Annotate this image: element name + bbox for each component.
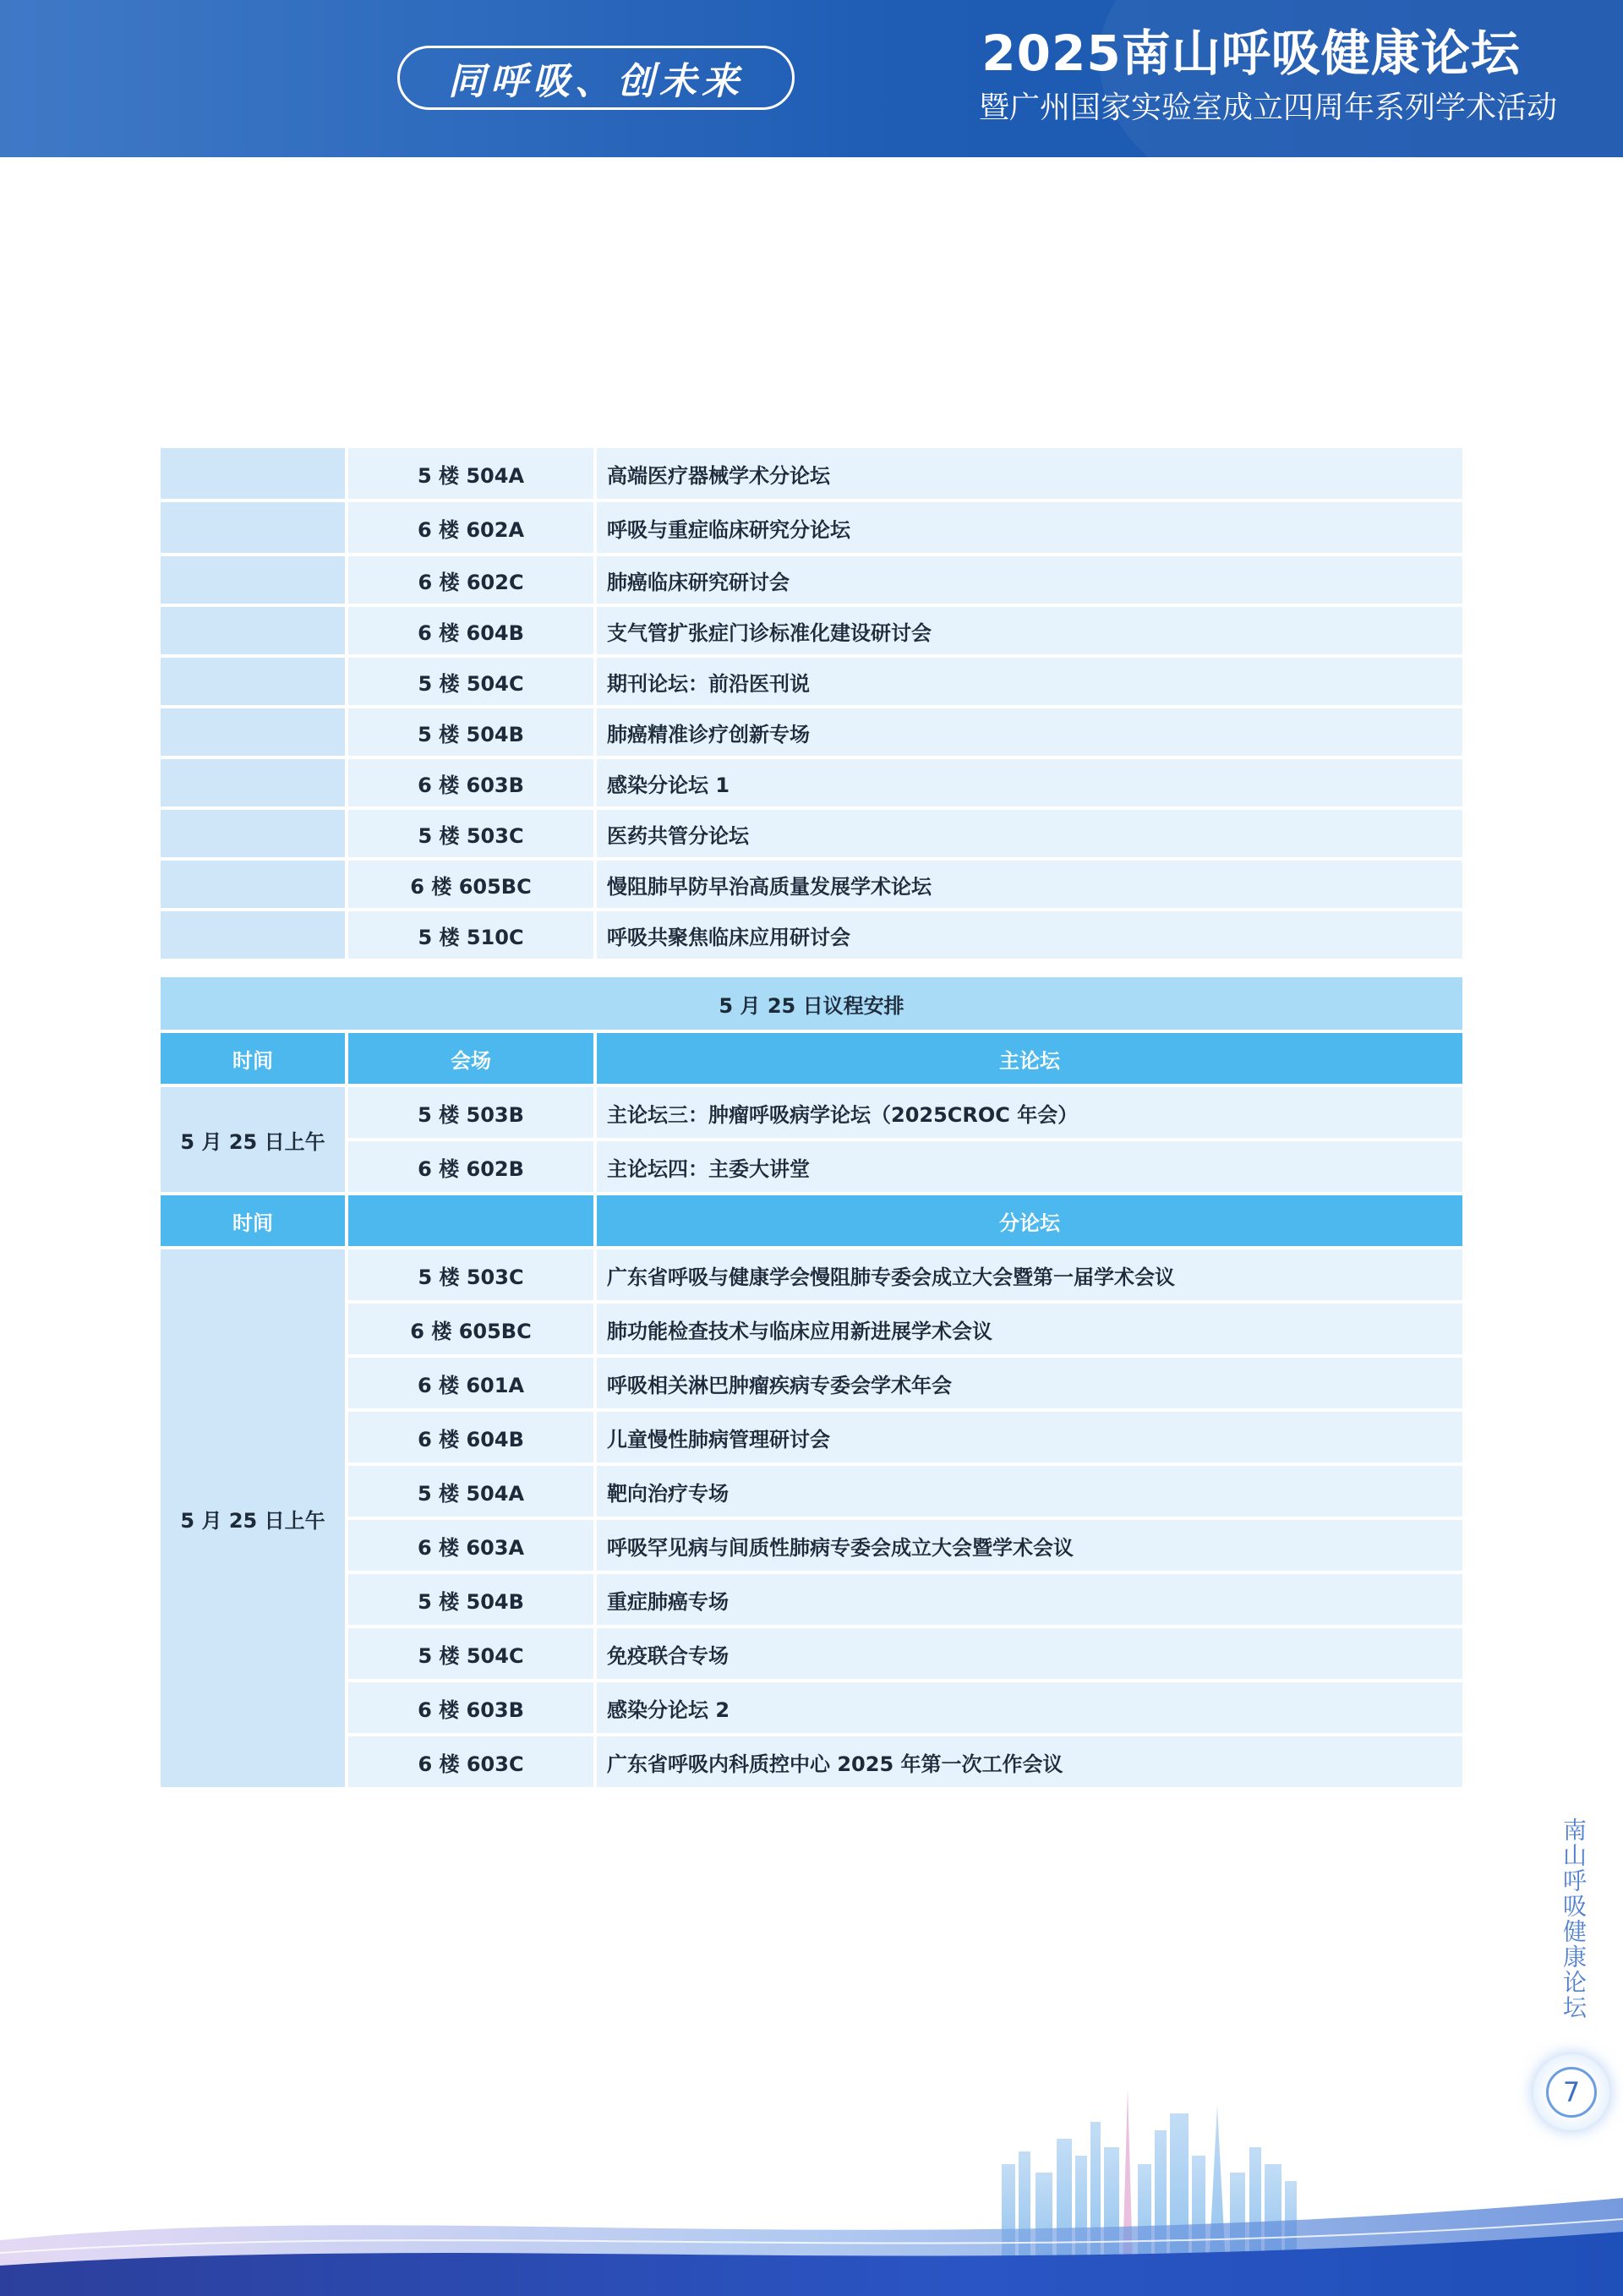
topic-cell: 期刊论坛：前沿医刊说 [597, 658, 1462, 705]
time-cell [161, 759, 345, 806]
table-row [161, 556, 1462, 604]
topic-cell: 医药共管分论坛 [597, 810, 1462, 857]
page-number: 7 [1546, 2067, 1597, 2118]
table-row [161, 1358, 1462, 1408]
time-cell [161, 556, 345, 604]
footer-skyline-decoration [0, 2071, 1623, 2296]
topic-cell: 呼吸相关淋巴肿瘤疾病专委会学术年会 [597, 1358, 1462, 1408]
table-row [161, 1466, 1462, 1517]
table-row [161, 658, 1462, 705]
topic-cell: 肺功能检查技术与临床应用新进展学术会议 [597, 1304, 1462, 1354]
table-row [161, 1682, 1462, 1733]
venue-cell: 6 楼 602B [348, 1141, 593, 1192]
forum-title: 2025南山呼吸健康论坛 [981, 25, 1521, 82]
schedule-table-continued-body [161, 448, 1462, 959]
table-row [161, 1628, 1462, 1679]
table-row [161, 1141, 1462, 1192]
table-row [161, 1520, 1462, 1571]
table-row [161, 861, 1462, 908]
sub-header-section: 分论坛 [597, 1195, 1462, 1246]
venue-cell: 5 楼 504A [348, 448, 593, 499]
venue-cell: 6 楼 604B [348, 607, 593, 654]
topic-cell: 支气管扩张症门诊标准化建设研讨会 [597, 607, 1462, 654]
main-header-row [161, 1033, 1462, 1084]
slogan-badge: 同呼吸、创未来 [397, 46, 795, 110]
venue-cell: 6 楼 603B [348, 759, 593, 806]
sub-header-row [161, 1195, 1462, 1246]
time-cell [161, 861, 345, 908]
venue-cell: 6 楼 605BC [348, 1304, 593, 1354]
venue-cell: 6 楼 601A [348, 1358, 593, 1408]
time-cell [161, 911, 345, 959]
topic-cell: 呼吸共聚焦临床应用研讨会 [597, 911, 1462, 959]
topic-cell: 肺癌精准诊疗创新专场 [597, 708, 1462, 756]
sub-header-time: 时间 [161, 1195, 345, 1246]
main-header-venue: 会场 [348, 1033, 593, 1084]
topic-cell: 靶向治疗专场 [597, 1466, 1462, 1517]
venue-cell: 6 楼 604B [348, 1412, 593, 1462]
venue-cell: 5 楼 503C [348, 810, 593, 857]
topic-cell: 呼吸罕见病与间质性肺病专委会成立大会暨学术会议 [597, 1520, 1462, 1571]
topic-cell: 广东省呼吸与健康学会慢阻肺专委会成立大会暨第一届学术会议 [597, 1249, 1462, 1300]
time-cell [161, 658, 345, 705]
time-cell [161, 448, 345, 499]
topic-cell: 主论坛三：肿瘤呼吸病学论坛（2025CROC 年会） [597, 1087, 1462, 1138]
venue-cell: 6 楼 603C [348, 1736, 593, 1787]
topic-cell: 呼吸与重症临床研究分论坛 [597, 502, 1462, 553]
main-header-time: 时间 [161, 1033, 345, 1084]
day-title: 5 月 25 日议程安排 [161, 977, 1462, 1030]
topic-cell: 广东省呼吸内科质控中心 2025 年第一次工作会议 [597, 1736, 1462, 1787]
table-row [161, 759, 1462, 806]
table-row [161, 1304, 1462, 1354]
table-row [161, 1412, 1462, 1462]
venue-cell: 5 楼 510C [348, 911, 593, 959]
schedule-table-may25 [157, 974, 1466, 1790]
venue-cell: 5 楼 504C [348, 1628, 593, 1679]
time-cell: 5 月 25 日上午 [161, 1249, 345, 1787]
sub-header-venue [348, 1195, 593, 1246]
venue-cell: 5 楼 504B [348, 708, 593, 756]
topic-cell: 主论坛四：主委大讲堂 [597, 1141, 1462, 1192]
time-cell [161, 810, 345, 857]
venue-cell: 5 楼 504C [348, 658, 593, 705]
time-cell [161, 502, 345, 553]
day-title-row [161, 977, 1462, 1030]
table-row [161, 708, 1462, 756]
table-row [161, 607, 1462, 654]
venue-cell: 5 楼 503B [348, 1087, 593, 1138]
time-cell: 5 月 25 日上午 [161, 1087, 345, 1192]
venue-cell: 6 楼 605BC [348, 861, 593, 908]
venue-cell: 5 楼 503C [348, 1249, 593, 1300]
page-header [0, 0, 1623, 157]
table-row [161, 1736, 1462, 1787]
main-header-section: 主论坛 [597, 1033, 1462, 1084]
time-cell [161, 708, 345, 756]
venue-cell: 5 楼 504A [348, 1466, 593, 1517]
venue-cell: 6 楼 603B [348, 1682, 593, 1733]
table-row [161, 1087, 1462, 1138]
side-forum-label: 南山呼吸健康论坛 [1560, 1818, 1587, 2020]
venue-cell: 6 楼 602C [348, 556, 593, 604]
time-cell [161, 607, 345, 654]
topic-cell: 感染分论坛 1 [597, 759, 1462, 806]
topic-cell: 慢阻肺早防早治高质量发展学术论坛 [597, 861, 1462, 908]
topic-cell: 重症肺癌专场 [597, 1574, 1462, 1625]
table-row [161, 1249, 1462, 1300]
table-row [161, 448, 1462, 499]
schedule-table-continued [157, 445, 1466, 962]
table-row [161, 911, 1462, 959]
venue-cell: 6 楼 603A [348, 1520, 593, 1571]
venue-cell: 6 楼 602A [348, 502, 593, 553]
topic-cell: 儿童慢性肺病管理研讨会 [597, 1412, 1462, 1462]
forum-subtitle: 暨广州国家实验室成立四周年系列学术活动 [978, 90, 1557, 125]
schedule-table-may25-body [161, 977, 1462, 1787]
table-row [161, 1574, 1462, 1625]
table-row [161, 502, 1462, 553]
topic-cell: 高端医疗器械学术分论坛 [597, 448, 1462, 499]
topic-cell: 肺癌临床研究研讨会 [597, 556, 1462, 604]
table-row [161, 810, 1462, 857]
venue-cell: 5 楼 504B [348, 1574, 593, 1625]
topic-cell: 感染分论坛 2 [597, 1682, 1462, 1733]
topic-cell: 免疫联合专场 [597, 1628, 1462, 1679]
